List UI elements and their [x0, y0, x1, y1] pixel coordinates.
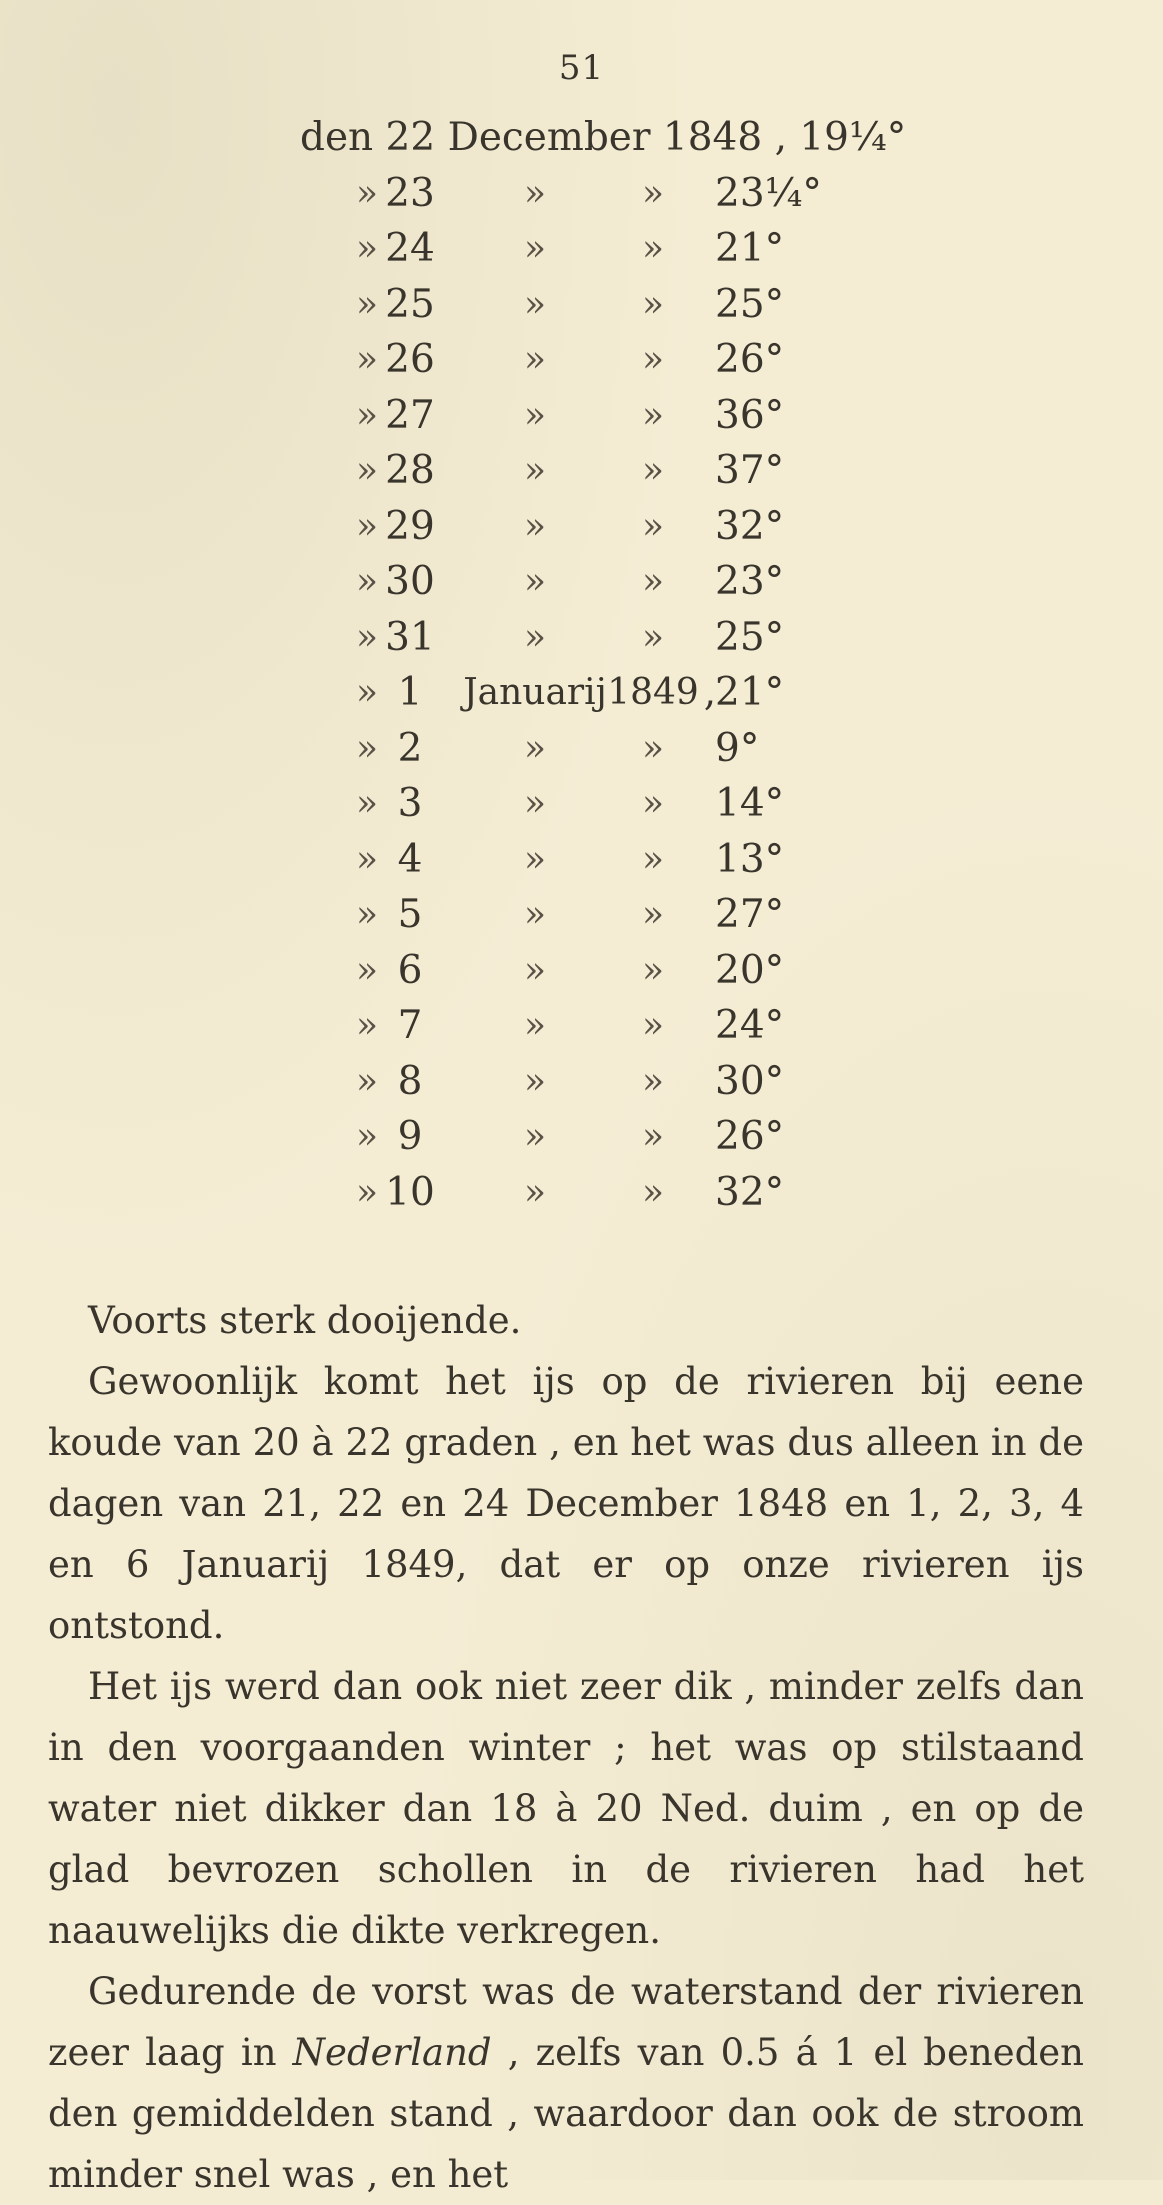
- temperature-value: 26°: [715, 1114, 785, 1159]
- day-number: 7: [397, 1003, 423, 1048]
- body-text: [48, 1290, 1084, 2205]
- ditto-mark: »: [355, 561, 378, 602]
- month-cell: »: [523, 394, 547, 436]
- day-number: 1: [397, 670, 423, 715]
- table-row: [0, 1165, 1163, 1221]
- year-cell: »: [641, 1060, 665, 1102]
- month-cell: »: [523, 1005, 547, 1046]
- table-row: [0, 554, 1163, 610]
- day-number: 25: [385, 281, 435, 327]
- year-cell: »: [641, 450, 665, 491]
- ditto-mark: »: [355, 949, 378, 991]
- ditto-mark: »: [355, 505, 378, 547]
- month-cell: »: [523, 339, 547, 380]
- ditto-mark: »: [355, 1005, 378, 1046]
- page-number: 51: [558, 48, 605, 88]
- day-number: 3: [397, 781, 423, 826]
- year-cell: »: [641, 1005, 665, 1046]
- paragraph-2: Gewoonlijk komt het ijs op de rivieren bij eene koude van 20 à 22 graden , en het was dus alleen in de dagen van 21, 22 en 24 December 1848 en 1, 2, 3, 4 en 6 Januarij 1849, dat er op onze rivieren ijs ontstond.: [48, 1360, 1084, 1647]
- year-cell: »: [641, 394, 665, 436]
- month-cell: »: [523, 894, 547, 935]
- month-cell: »: [523, 283, 547, 325]
- ditto-mark: »: [355, 1171, 378, 1213]
- year-cell: »: [641, 228, 665, 269]
- temperature-value: 32°: [715, 503, 785, 549]
- year-cell: »: [641, 172, 665, 214]
- ditto-mark: »: [355, 616, 378, 658]
- table-row: [0, 443, 1163, 499]
- ditto-mark: »: [355, 894, 378, 935]
- table-row: [0, 388, 1163, 444]
- month-cell: »: [523, 727, 547, 769]
- year-cell: »: [641, 1171, 665, 1213]
- temperature-value: 21°: [715, 670, 785, 715]
- temperature-value: 9°: [715, 725, 760, 771]
- day-number: 24: [385, 226, 435, 271]
- paragraph-4-start: Gedurende de vorst was de waterstand der rivieren zeer laag in: [48, 1970, 1084, 2074]
- day-number: 5: [397, 892, 423, 937]
- year-cell: »: [641, 949, 665, 991]
- month-cell: »: [523, 450, 547, 491]
- ditto-mark: »: [355, 339, 378, 380]
- month-cell: »: [523, 949, 547, 991]
- day-number: 29: [385, 503, 435, 549]
- temperature-value: 37°: [715, 448, 785, 493]
- ditto-mark: »: [355, 838, 378, 880]
- month-cell: »: [523, 783, 547, 824]
- month-cell: »: [523, 1060, 547, 1102]
- day-number: 2: [397, 725, 423, 771]
- temperature-value: 20°: [715, 947, 785, 993]
- temperature-value: 32°: [715, 1169, 785, 1215]
- month-cell: »: [523, 1171, 547, 1213]
- temperature-value: 27°: [715, 892, 785, 937]
- year-cell: »: [641, 561, 665, 602]
- year-cell: »: [641, 283, 665, 325]
- ditto-mark: »: [355, 228, 378, 269]
- temperature-value: 21°: [715, 226, 785, 271]
- place-name: Nederland: [292, 2031, 492, 2074]
- year-cell: »: [641, 1116, 665, 1157]
- temperature-value: 25°: [715, 614, 785, 660]
- table-row: [0, 499, 1163, 555]
- day-number: 30: [385, 559, 435, 604]
- day-number: 26: [385, 337, 435, 382]
- separator: ,: [703, 670, 717, 715]
- table-row: [0, 1054, 1163, 1110]
- temperature-value: 25°: [715, 281, 785, 327]
- table-row: [0, 221, 1163, 277]
- first-entry: den 22 December 1848 , 19¼°: [300, 115, 907, 160]
- table-row: [0, 332, 1163, 388]
- paragraph-1: Voorts sterk dooijende.: [88, 1299, 522, 1342]
- year-cell: 1849: [607, 672, 699, 713]
- temperature-value: 14°: [715, 781, 785, 826]
- temperature-table: [0, 110, 1163, 1220]
- ditto-mark: »: [355, 450, 378, 491]
- day-number: 8: [397, 1058, 423, 1104]
- table-row: [0, 166, 1163, 222]
- month-cell: Januarij: [463, 672, 607, 713]
- month-cell: »: [523, 505, 547, 547]
- day-number: 9: [397, 1114, 423, 1159]
- paragraph-3: Het ijs werd dan ook niet zeer dik , minder zelfs dan in den voorgaanden winter ; het was op stilstaand water niet dikker dan 18 à 20 Ned. duim , en op de glad bevrozen schollen in de rivieren had het naauwelijks die dikte verkregen.: [48, 1665, 1084, 1952]
- temperature-value: 30°: [715, 1058, 785, 1104]
- year-cell: »: [641, 727, 665, 769]
- year-cell: »: [641, 616, 665, 658]
- table-row: [0, 776, 1163, 832]
- temperature-value: 36°: [715, 392, 785, 438]
- day-number: 10: [385, 1169, 435, 1215]
- temperature-value: 26°: [715, 337, 785, 382]
- day-number: 6: [397, 947, 423, 993]
- ditto-mark: »: [355, 727, 378, 769]
- table-row: [0, 943, 1163, 999]
- month-cell: »: [523, 561, 547, 602]
- year-cell: »: [641, 894, 665, 935]
- table-row: [0, 1109, 1163, 1165]
- month-cell: »: [523, 838, 547, 880]
- temperature-value: 13°: [715, 836, 785, 882]
- day-number: 27: [385, 392, 435, 438]
- ditto-mark: »: [355, 283, 378, 325]
- table-row: [0, 887, 1163, 943]
- month-cell: »: [523, 172, 547, 214]
- paragraph-4-end: , zelfs van 0.5 á 1 el beneden den gemiddelden stand , waardoor dan ook de stroom minder snel was , en het: [48, 2031, 1084, 2196]
- table-row: [0, 998, 1163, 1054]
- ditto-mark: »: [355, 783, 378, 824]
- temperature-value: 23°: [715, 559, 785, 604]
- day-number: 23: [385, 170, 435, 216]
- month-cell: »: [523, 616, 547, 658]
- ditto-mark: »: [355, 672, 378, 713]
- day-number: 4: [397, 836, 423, 882]
- paragraph-4: [48, 1961, 1084, 2205]
- table-row: [0, 610, 1163, 666]
- table-row: [0, 721, 1163, 777]
- year-cell: »: [641, 838, 665, 880]
- month-cell: »: [523, 1116, 547, 1157]
- ditto-mark: »: [355, 172, 378, 214]
- table-row-first: [0, 110, 1163, 166]
- month-cell: »: [523, 228, 547, 269]
- year-cell: »: [641, 339, 665, 380]
- day-number: 31: [385, 614, 435, 660]
- ditto-mark: »: [355, 1116, 378, 1157]
- ditto-mark: »: [355, 1060, 378, 1102]
- year-cell: »: [641, 783, 665, 824]
- temperature-value: 23¼°: [715, 170, 822, 216]
- table-row: [0, 665, 1163, 721]
- day-number: 28: [385, 448, 435, 493]
- table-row: [0, 277, 1163, 333]
- ditto-mark: »: [355, 394, 378, 436]
- year-cell: »: [641, 505, 665, 547]
- table-row: [0, 832, 1163, 888]
- temperature-value: 24°: [715, 1003, 785, 1048]
